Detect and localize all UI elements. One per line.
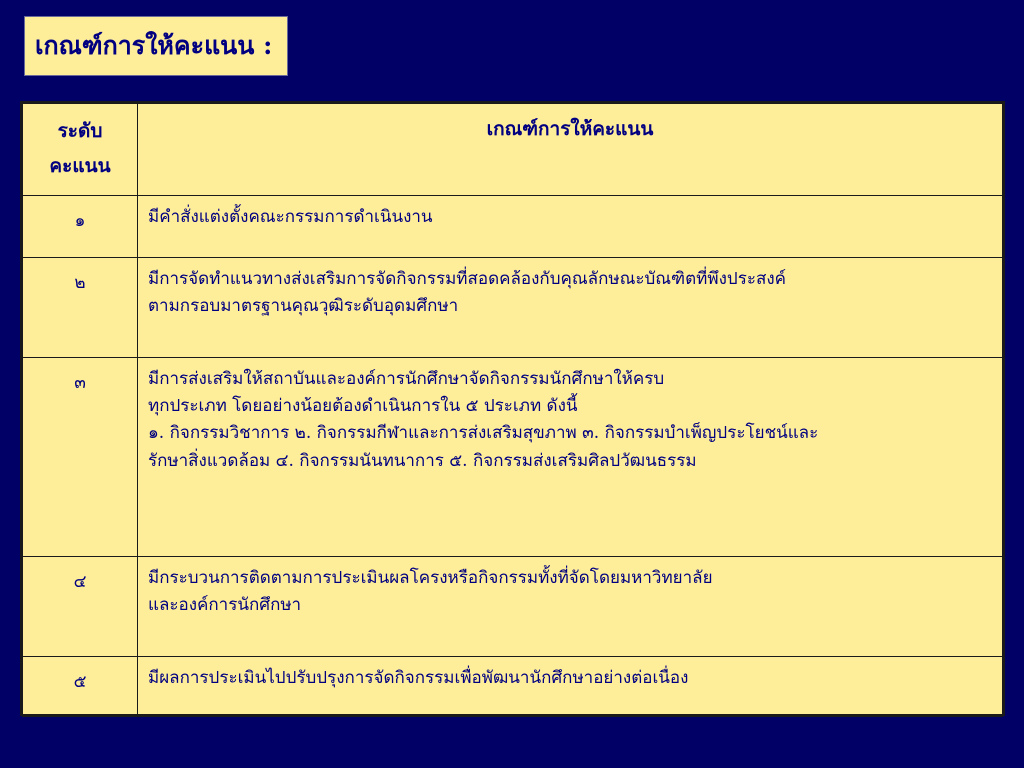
criteria-line: ตามกรอบมาตรฐานคุณวุฒิระดับอุดมศึกษา bbox=[148, 296, 459, 317]
header-level-line1: ระดับ bbox=[57, 120, 103, 142]
row-criteria bbox=[138, 657, 1003, 717]
criteria-line: รักษาสิ่งแวดล้อม ๔. กิจกรรมนันทนาการ ๕. กิจกรรมส่งเสริมศิลปวัฒนธรรม bbox=[148, 450, 697, 471]
row-criteria bbox=[138, 258, 1003, 358]
row-criteria bbox=[138, 358, 1003, 557]
criteria-table-container bbox=[20, 101, 1005, 716]
row-criteria bbox=[138, 196, 1003, 258]
slide-title: เกณฑ์การให้คะแนน : bbox=[24, 16, 288, 76]
criteria-line: ๑. กิจกรรมวิชาการ ๒. กิจกรรมกีฬาและการส่งเสริมสุขภาพ ๓. กิจกรรมบำเพ็ญประโยชน์และ bbox=[148, 423, 819, 444]
row-level: ๓ bbox=[23, 358, 138, 557]
row-level: ๑ bbox=[23, 196, 138, 258]
table-row bbox=[23, 657, 1003, 717]
table-row bbox=[23, 258, 1003, 358]
header-level bbox=[23, 104, 138, 196]
row-level: ๒ bbox=[23, 258, 138, 358]
table-row bbox=[23, 196, 1003, 258]
header-level-line2: คะแนน bbox=[49, 155, 111, 178]
criteria-table bbox=[22, 103, 1003, 717]
criteria-line: มีการจัดทำแนวทางส่งเสริมการจัดกิจกรรมที่สอดคล้องกับคุณลักษณะบัณฑิตที่พึงประสงค์ bbox=[148, 269, 786, 289]
row-criteria bbox=[138, 557, 1003, 657]
criteria-line: มีคำสั่งแต่งตั้งคณะกรรมการดำเนินงาน bbox=[148, 207, 433, 227]
table-header-row bbox=[23, 104, 1003, 196]
row-level: ๔ bbox=[23, 557, 138, 657]
table-row bbox=[23, 358, 1003, 557]
row-level: ๕ bbox=[23, 657, 138, 717]
criteria-line: มีกระบวนการติดตามการประเมินผลโครงหรือกิจกรรมทั้งที่จัดโดยมหาวิทยาลัย bbox=[148, 568, 713, 588]
header-criteria: เกณฑ์การให้คะแนน bbox=[138, 104, 1003, 196]
criteria-line: มีผลการประเมินไปปรับปรุงการจัดกิจกรรมเพื่อพัฒนานักศึกษาอย่างต่อเนื่อง bbox=[148, 668, 689, 688]
table-row bbox=[23, 557, 1003, 657]
criteria-line: มีการส่งเสริมให้สถาบันและองค์การนักศึกษาจัดกิจกรรมนักศึกษาให้ครบ bbox=[148, 369, 665, 389]
criteria-line: และองค์การนักศึกษา bbox=[148, 595, 302, 616]
criteria-line: ทุกประเภท โดยอย่างน้อยต้องดำเนินการใน ๕ ประเภท ดังนี้ bbox=[148, 396, 578, 417]
